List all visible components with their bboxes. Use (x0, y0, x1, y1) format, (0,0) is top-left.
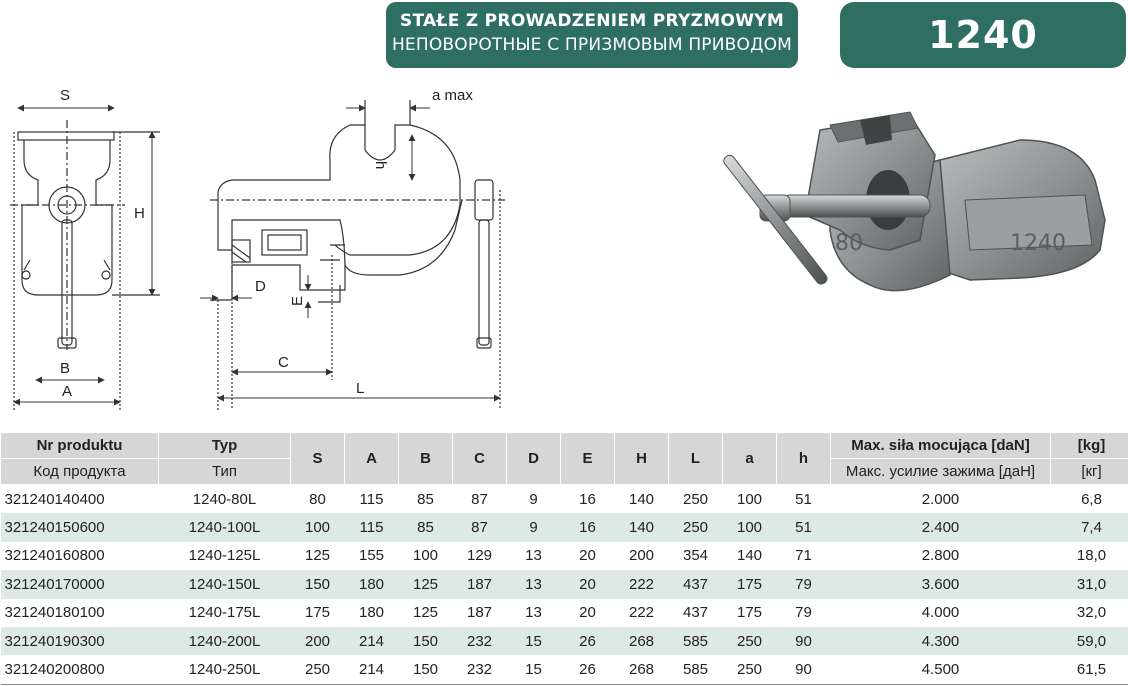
cell-b: 100 (412, 547, 439, 565)
cell-code: 321240180100 (4, 604, 105, 622)
cell-c: 232 (453, 655, 507, 684)
cell-l: 585 (669, 627, 723, 655)
cell-h: 140 (628, 490, 655, 508)
cell-e: 26 (561, 627, 615, 655)
cell-a: 214 (345, 627, 399, 655)
cell-e: 16 (561, 513, 615, 541)
cell-force: 4.500 (831, 655, 1051, 684)
cell-l: 437 (682, 604, 709, 622)
cell-l: 585 (669, 655, 723, 684)
cell-b: 150 (399, 627, 453, 655)
cell-type: 1240-200L (159, 627, 291, 655)
cell-c: 87 (471, 490, 488, 508)
col-a-header: a (723, 433, 777, 485)
cell-type: 1240-80L (192, 490, 257, 508)
cell-h: 51 (777, 513, 831, 541)
cell-a: 115 (345, 513, 399, 541)
cell-h: 90 (777, 655, 831, 684)
cell-e: 20 (579, 547, 596, 565)
cell-d: 15 (507, 655, 561, 684)
cell-l: 437 (669, 570, 723, 598)
section-title-pl: STAŁE Z PROWADZENIEM PRYZMOWYM (399, 11, 785, 31)
cell-kg: 7,4 (1051, 513, 1128, 541)
cell-force: 2.400 (831, 513, 1051, 541)
col-L-header: L (669, 433, 723, 485)
cell-d: 9 (507, 513, 561, 541)
section-title-ru: НЕПОВОРОТНЫЕ С ПРИЗМОВЫМ ПРИВОДОМ (391, 35, 793, 55)
cell-code: 321240200800 (1, 655, 159, 684)
vise-jaw-mark: 80 (835, 231, 863, 256)
cell-a: 115 (359, 490, 384, 508)
cell-kg: 59,0 (1051, 627, 1128, 655)
col-product-header: Nr produktu (1, 433, 159, 459)
cell-c: 187 (453, 570, 507, 598)
cell-code: 321240190300 (1, 627, 159, 655)
cell-c: 187 (466, 604, 493, 622)
label-L: L (356, 380, 365, 397)
col-h-header: h (777, 433, 831, 485)
specification-table (0, 432, 1128, 685)
label-B: B (60, 360, 71, 377)
technical-drawing (0, 80, 520, 420)
cell-b: 85 (399, 513, 453, 541)
col-product-header-ru: Код продукта (1, 459, 159, 485)
cell-code: 321240150600 (1, 513, 159, 541)
vise-illustration (720, 100, 1120, 320)
label-h: h (372, 161, 389, 170)
cell-s: 125 (304, 547, 331, 565)
cell-l: 354 (682, 547, 709, 565)
cell-kg: 32,0 (1076, 604, 1107, 622)
cell-h: 71 (795, 547, 812, 565)
cell-a: 155 (358, 547, 385, 565)
cell-h: 268 (615, 627, 669, 655)
col-S-header: S (291, 433, 345, 485)
vise-body-mark: 1240 (1010, 231, 1066, 256)
cell-h: 200 (628, 547, 655, 565)
cell-l: 250 (669, 513, 723, 541)
cell-a: 100 (723, 513, 777, 541)
cell-a: 180 (358, 604, 385, 622)
cell-type: 1240-100L (159, 513, 291, 541)
cell-s: 200 (291, 627, 345, 655)
cell-h: 79 (777, 570, 831, 598)
col-B-header: B (399, 433, 453, 485)
cell-h: 140 (615, 513, 669, 541)
cell-s: 150 (291, 570, 345, 598)
cell-c: 87 (453, 513, 507, 541)
cell-a: 175 (723, 570, 777, 598)
series-badge: 1240 (840, 2, 1126, 68)
cell-b: 125 (399, 570, 453, 598)
label-a-max: a max (432, 87, 473, 104)
label-H: H (134, 205, 145, 222)
section-title-badge (386, 2, 798, 68)
label-S: S (60, 87, 71, 104)
label-C: C (278, 354, 289, 371)
col-type-header-ru: Тип (159, 459, 291, 485)
cell-a: 250 (723, 627, 777, 655)
cell-type: 1240-150L (159, 570, 291, 598)
cell-type: 1240-175L (188, 604, 261, 622)
cell-type: 1240-250L (159, 655, 291, 684)
cell-code: 321240170000 (1, 570, 159, 598)
table-row (1, 627, 1128, 655)
cell-kg: 6,8 (1081, 490, 1102, 508)
cell-a: 140 (736, 547, 763, 565)
cell-e: 26 (561, 655, 615, 684)
cell-e: 16 (579, 490, 596, 508)
cell-a: 100 (736, 490, 763, 508)
cell-kg: 31,0 (1051, 570, 1128, 598)
cell-kg: 61,5 (1051, 655, 1128, 684)
col-E-header: E (561, 433, 615, 485)
table-body (1, 485, 1128, 685)
cell-code: 321240140400 (4, 490, 105, 508)
cell-a: 250 (723, 655, 777, 684)
cell-l: 250 (682, 490, 709, 508)
cell-h: 222 (628, 604, 655, 622)
label-A: A (62, 383, 73, 400)
table-row (1, 570, 1128, 598)
col-weight-header: [kg] (1051, 433, 1128, 459)
col-H-header: H (615, 433, 669, 485)
cell-code: 321240160800 (4, 547, 105, 565)
cell-kg: 18,0 (1076, 547, 1107, 565)
cell-force: 4.000 (921, 604, 960, 622)
cell-d: 13 (525, 604, 542, 622)
cell-s: 100 (291, 513, 345, 541)
cell-b: 85 (417, 490, 434, 508)
cell-b: 125 (412, 604, 439, 622)
cell-a: 180 (345, 570, 399, 598)
cell-force: 4.300 (831, 627, 1051, 655)
col-weight-header-ru: [кг] (1051, 459, 1128, 485)
col-C-header: C (453, 433, 507, 485)
cell-a: 214 (345, 655, 399, 684)
cell-h: 79 (795, 604, 812, 622)
col-type-header: Typ (159, 433, 291, 459)
cell-force: 3.600 (831, 570, 1051, 598)
cell-s: 250 (291, 655, 345, 684)
table-row (1, 655, 1128, 684)
cell-type: 1240-125L (188, 547, 261, 565)
cell-s: 175 (304, 604, 331, 622)
cell-c: 129 (466, 547, 493, 565)
cell-s: 80 (309, 490, 326, 508)
cell-h: 222 (615, 570, 669, 598)
cell-e: 20 (561, 570, 615, 598)
cell-force: 2.000 (921, 490, 960, 508)
cell-force: 2.800 (921, 547, 960, 565)
label-D: D (255, 278, 266, 295)
table-header-row-pl (1, 433, 1128, 459)
cell-d: 13 (507, 570, 561, 598)
cell-h: 51 (795, 490, 812, 508)
label-E: E (289, 295, 306, 306)
cell-a: 175 (736, 604, 763, 622)
table-row (1, 599, 1128, 627)
cell-b: 150 (399, 655, 453, 684)
cell-h: 268 (615, 655, 669, 684)
table-row (1, 485, 1128, 514)
cell-h: 90 (777, 627, 831, 655)
cell-d: 13 (525, 547, 542, 565)
cell-e: 20 (579, 604, 596, 622)
cell-d: 15 (507, 627, 561, 655)
col-D-header: D (507, 433, 561, 485)
col-force-header: Max. siła mocująca [daN] (831, 433, 1051, 459)
cell-c: 232 (453, 627, 507, 655)
table-row (1, 542, 1128, 570)
cell-d: 9 (529, 490, 538, 508)
table-row (1, 513, 1128, 541)
col-A-header: A (345, 433, 399, 485)
col-force-header-ru: Макс. усилие зажима [даН] (831, 459, 1051, 485)
